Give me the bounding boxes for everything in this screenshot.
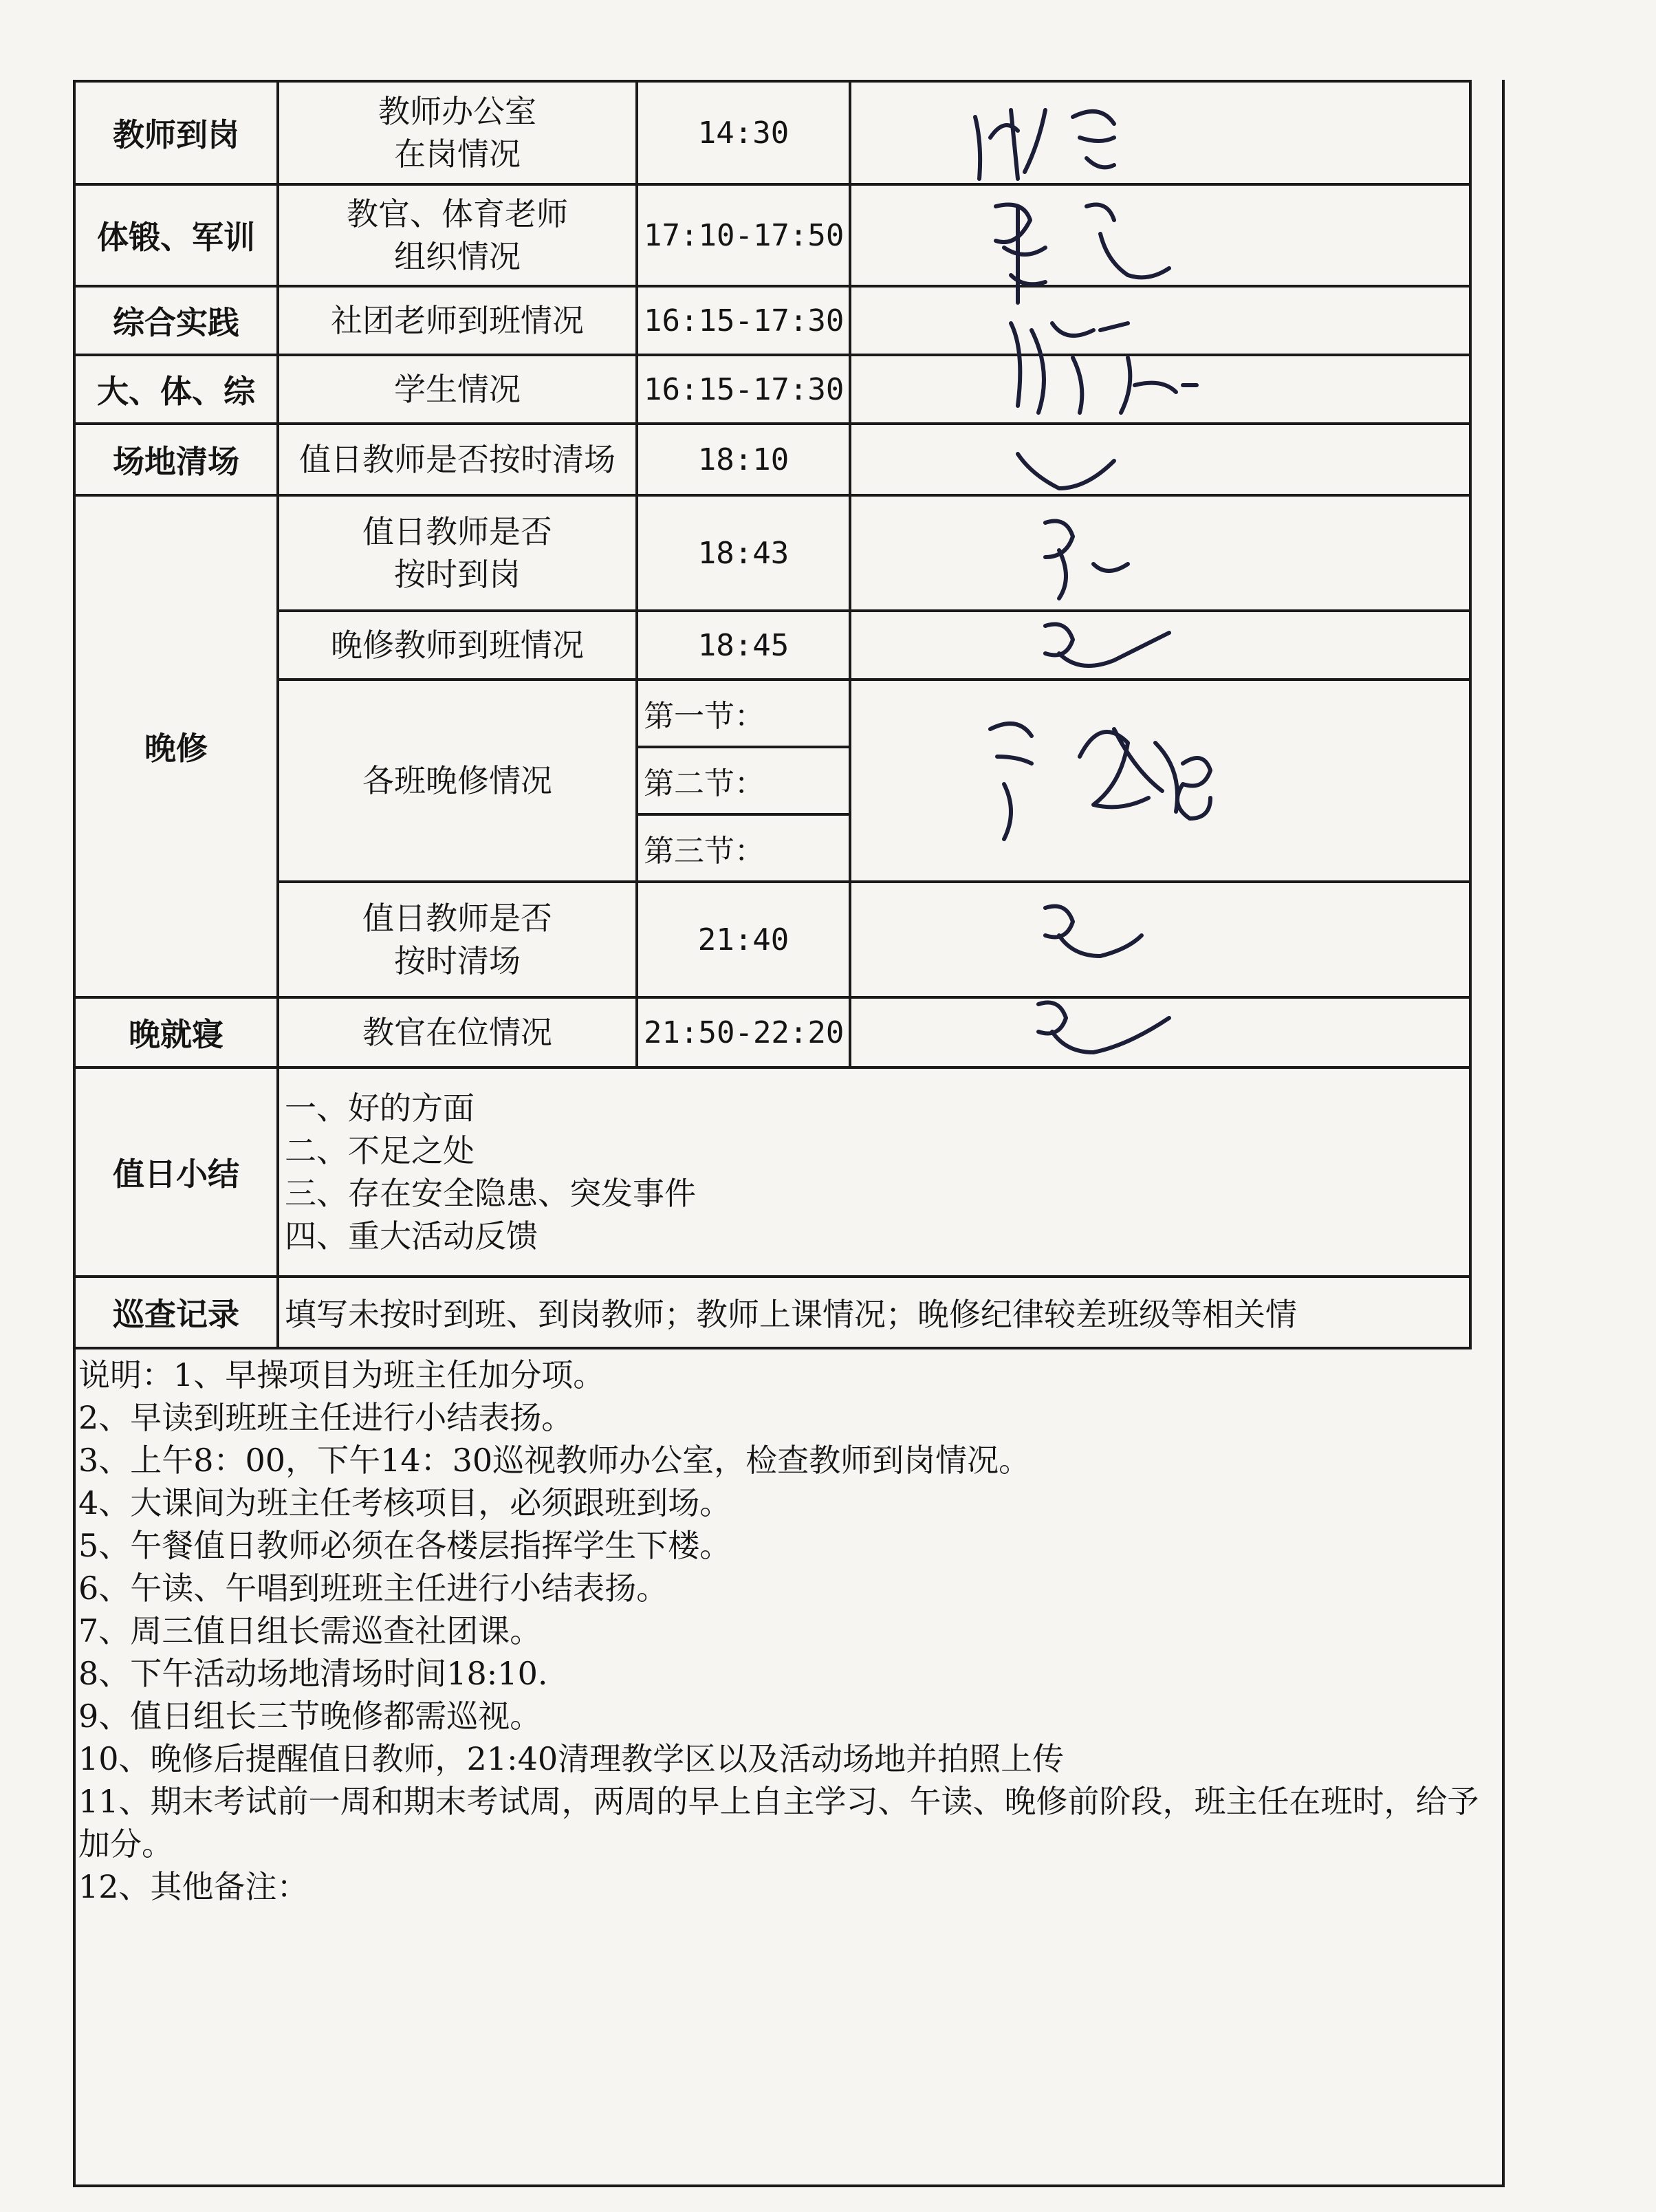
summary-line: 四、重大活动反馈: [285, 1217, 538, 1255]
signature-cell: [850, 611, 1470, 680]
time-cell: 18:45: [637, 611, 850, 680]
signature-cell: [850, 680, 1470, 882]
item-cell: 值日教师是否按时清场: [278, 424, 637, 495]
time-cell: 17:10-17:50: [637, 184, 850, 286]
table-row: [74, 184, 1470, 286]
time-cell: 14:30: [637, 81, 850, 184]
period-cell: 第三节：: [637, 814, 850, 882]
category-cell: 晚修: [74, 495, 278, 997]
item-line: 值日教师是否: [362, 513, 552, 550]
category-cell: 值日小结: [74, 1067, 278, 1277]
table-row: [74, 997, 1470, 1067]
time-cell: 16:15-17:30: [637, 286, 850, 355]
summary-line: 一、好的方面: [285, 1089, 475, 1127]
period-cell: 第二节：: [637, 747, 850, 814]
signature-cell: [850, 495, 1470, 611]
table-row: [74, 495, 1470, 611]
note-line: 7、周三值日组长需巡查社团课。: [78, 1612, 542, 1649]
signature-cell: [850, 184, 1470, 286]
note-line: 2、早读到班班主任进行小结表扬。: [78, 1399, 574, 1436]
note-line: 8、下午活动场地清场时间18:10.: [78, 1655, 548, 1692]
signature-cell: [850, 997, 1470, 1067]
patrol-cell: 填写未按时到班、到岗教师；教师上课情况；晚修纪律较差班级等相关情: [278, 1277, 1470, 1348]
note-line: 10、晚修后提醒值日教师，21:40清理教学区以及活动场地并拍照上传: [78, 1740, 1065, 1777]
item-cell: [278, 882, 637, 997]
item-line: 按时清场: [394, 942, 521, 979]
item-line: 按时到岗: [394, 556, 521, 593]
category-cell: 场地清场: [74, 424, 278, 495]
note-line: 6、午读、午唱到班班主任进行小结表扬。: [78, 1570, 668, 1607]
time-cell: 18:43: [637, 495, 850, 611]
duty-table: [73, 80, 1472, 1349]
item-line: 在岗情况: [394, 135, 521, 173]
item-cell: [278, 495, 637, 611]
signature-cell: [850, 882, 1470, 997]
item-cell: 学生情况: [278, 355, 637, 424]
time-cell: 21:40: [637, 882, 850, 997]
category-cell: 晚就寝: [74, 997, 278, 1067]
time-cell: 21:50-22:20: [637, 997, 850, 1067]
note-line: 11、期末考试前一周和期末考试周，两周的早上自主学习、午读、晚修前阶段，班主任在班时，给予加分。: [78, 1783, 1479, 1863]
summary-line: 三、存在安全隐患、突发事件: [285, 1175, 696, 1212]
item-line: 组织情况: [394, 238, 521, 275]
note-line: 12、其他备注：: [78, 1868, 309, 1905]
category-cell: 巡查记录: [74, 1277, 278, 1348]
category-cell: 教师到岗: [74, 81, 278, 184]
table-row: [74, 81, 1470, 184]
item-line: 值日教师是否: [362, 900, 552, 937]
time-cell: 16:15-17:30: [637, 355, 850, 424]
item-cell: 教官在位情况: [278, 997, 637, 1067]
table-row: [74, 1277, 1470, 1348]
table-row: [74, 611, 1470, 680]
note-line: 3、上午8：00，下午14：30巡视教师办公室，检查教师到岗情况。: [78, 1442, 1031, 1479]
category-cell: 综合实践: [74, 286, 278, 355]
signature-cell: [850, 424, 1470, 495]
item-cell: 各班晚修情况: [278, 680, 637, 882]
signature-cell: [850, 355, 1470, 424]
table-row: [74, 882, 1470, 997]
table-row: [74, 1067, 1470, 1277]
time-cell: 18:10: [637, 424, 850, 495]
notes-section: [73, 1354, 1496, 1908]
item-cell: [278, 184, 637, 286]
table-row: [74, 424, 1470, 495]
category-cell: 大、体、综: [74, 355, 278, 424]
table-row: [74, 355, 1470, 424]
note-line: 5、午餐值日教师必须在各楼层指挥学生下楼。: [78, 1527, 732, 1564]
period-cell: 第一节：: [637, 680, 850, 747]
summary-cell: [278, 1067, 1470, 1277]
note-line: 9、值日组长三节晚修都需巡视。: [78, 1698, 542, 1735]
signature-cell: [850, 286, 1470, 355]
item-line: 教官、体育老师: [347, 195, 568, 232]
item-cell: 晚修教师到班情况: [278, 611, 637, 680]
category-cell: 体锻、军训: [74, 184, 278, 286]
signature-cell: [850, 81, 1470, 184]
note-line: 4、大课间为班主任考核项目，必须跟班到场。: [78, 1484, 732, 1521]
note-line: 说明：1、早操项目为班主任加分项。: [78, 1356, 605, 1394]
summary-line: 二、不足之处: [285, 1132, 475, 1169]
item-line: 教师办公室: [378, 93, 536, 130]
table-row: [74, 286, 1470, 355]
table-row: [74, 680, 1470, 747]
item-cell: [278, 81, 637, 184]
item-cell: 社团老师到班情况: [278, 286, 637, 355]
